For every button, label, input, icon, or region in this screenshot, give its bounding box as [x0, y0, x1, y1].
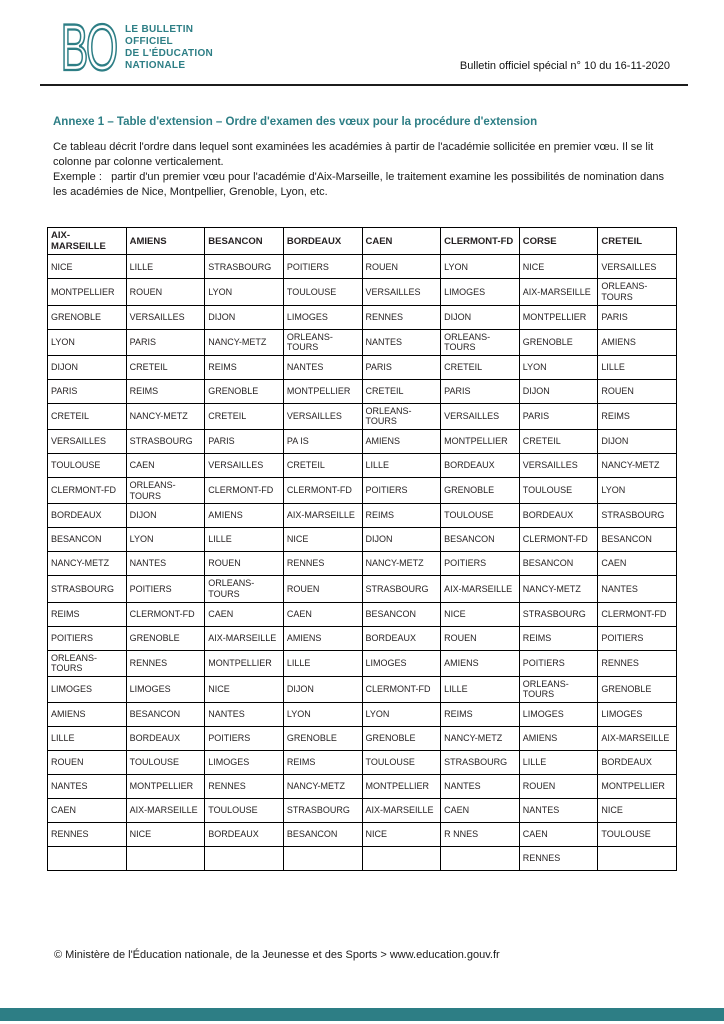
- table-cell: CLERMONT-FD: [598, 602, 677, 626]
- table-cell: TOULOUSE: [205, 798, 284, 822]
- table-cell: NANTES: [362, 329, 441, 355]
- table-cell: NANTES: [126, 552, 205, 576]
- table-cell: PARIS: [441, 379, 520, 403]
- table-cell: REIMS: [598, 403, 677, 429]
- table-cell: RENNES: [519, 846, 598, 870]
- table-cell: BORDEAUX: [126, 726, 205, 750]
- table-cell: TOULOUSE: [441, 504, 520, 528]
- table-cell: ORLEANS-TOURS: [126, 478, 205, 504]
- table-cell: REIMS: [205, 355, 284, 379]
- table-cell: DIJON: [441, 305, 520, 329]
- table-cell: RENNES: [48, 822, 127, 846]
- table-cell: NICE: [48, 255, 127, 279]
- table-cell: BORDEAUX: [205, 822, 284, 846]
- table-cell: LIMOGES: [48, 676, 127, 702]
- table-cell: ORLEANS-TOURS: [598, 279, 677, 305]
- table-cell: DIJON: [48, 355, 127, 379]
- table-cell: POITIERS: [48, 626, 127, 650]
- table-cell: STRASBOURG: [126, 430, 205, 454]
- table-cell: GRENOBLE: [441, 478, 520, 504]
- table-cell: ROUEN: [598, 379, 677, 403]
- table-cell: ROUEN: [205, 552, 284, 576]
- table-row: [48, 552, 677, 576]
- table-cell: NANTES: [205, 702, 284, 726]
- table-cell: RENNES: [362, 305, 441, 329]
- table-row: [48, 430, 677, 454]
- table-cell: TOULOUSE: [126, 750, 205, 774]
- table-cell: STRASBOURG: [48, 576, 127, 602]
- extension-order-table: [47, 227, 677, 871]
- table-cell: TOULOUSE: [48, 454, 127, 478]
- table-cell: CRETEIL: [362, 379, 441, 403]
- table-cell: DIJON: [283, 676, 362, 702]
- table-cell: LILLE: [441, 676, 520, 702]
- table-row: [48, 702, 677, 726]
- table-row: [48, 355, 677, 379]
- table-row: [48, 846, 677, 870]
- table-cell: MONTPELLIER: [598, 774, 677, 798]
- table-cell: VERSAILLES: [205, 454, 284, 478]
- table-cell: STRASBOURG: [362, 576, 441, 602]
- table-cell: PARIS: [362, 355, 441, 379]
- table-cell: DIJON: [598, 430, 677, 454]
- table-cell: CLERMONT-FD: [205, 478, 284, 504]
- table-row: [48, 279, 677, 305]
- table-cell: POITIERS: [205, 726, 284, 750]
- table-cell: MONTPELLIER: [519, 305, 598, 329]
- table-cell: BESANCON: [283, 822, 362, 846]
- table-cell: NANTES: [283, 355, 362, 379]
- bo-logo: [60, 21, 213, 73]
- table-cell: DIJON: [126, 504, 205, 528]
- table-cell: BESANCON: [519, 552, 598, 576]
- table-cell: CAEN: [441, 798, 520, 822]
- table-cell: MONTPELLIER: [48, 279, 127, 305]
- table-row: [48, 528, 677, 552]
- table-cell: CLERMONT-FD: [48, 478, 127, 504]
- table-cell: POITIERS: [598, 626, 677, 650]
- table-cell: LIMOGES: [362, 650, 441, 676]
- table-row: [48, 774, 677, 798]
- table-cell: ORLEANS-TOURS: [48, 650, 127, 676]
- table-cell: MONTPELLIER: [441, 430, 520, 454]
- table-cell: CLERMONT-FD: [519, 528, 598, 552]
- table-cell: CRETEIL: [126, 355, 205, 379]
- table-cell: BESANCON: [441, 528, 520, 552]
- table-cell: TOULOUSE: [283, 279, 362, 305]
- table-cell: AIX-MARSEILLE: [205, 626, 284, 650]
- table-cell: PARIS: [598, 305, 677, 329]
- table-cell: GRENOBLE: [362, 726, 441, 750]
- table-cell: LILLE: [519, 750, 598, 774]
- table-cell: NANCY-METZ: [205, 329, 284, 355]
- table-row: [48, 329, 677, 355]
- table-cell: NANTES: [441, 774, 520, 798]
- table-cell: LIMOGES: [283, 305, 362, 329]
- table-cell: VERSAILLES: [362, 279, 441, 305]
- wordmark-line: NATIONALE: [125, 60, 186, 71]
- column-header: AIX-MARSEILLE: [48, 228, 127, 255]
- table-cell: LIMOGES: [205, 750, 284, 774]
- table-cell: LYON: [598, 478, 677, 504]
- table-cell: RENNES: [598, 650, 677, 676]
- table-cell: AMIENS: [598, 329, 677, 355]
- table-cell: AIX-MARSEILLE: [598, 726, 677, 750]
- table-cell: PA IS: [283, 430, 362, 454]
- table-cell: R NNES: [441, 822, 520, 846]
- table-cell: LYON: [283, 702, 362, 726]
- table-cell: BORDEAUX: [48, 504, 127, 528]
- table-cell: NANTES: [598, 576, 677, 602]
- table-cell: CAEN: [519, 822, 598, 846]
- table-cell: NICE: [362, 822, 441, 846]
- table-cell: NANCY-METZ: [362, 552, 441, 576]
- svg-text:BO: BO: [60, 21, 116, 73]
- table-header-row: [48, 228, 677, 255]
- table-cell: AIX-MARSEILLE: [126, 798, 205, 822]
- table-cell: NANCY-METZ: [283, 774, 362, 798]
- table-cell: BESANCON: [48, 528, 127, 552]
- table-cell: CLERMONT-FD: [126, 602, 205, 626]
- table-cell: NICE: [519, 255, 598, 279]
- table-cell: ROUEN: [519, 774, 598, 798]
- table-cell: BORDEAUX: [362, 626, 441, 650]
- table-cell: PARIS: [126, 329, 205, 355]
- table-cell: BORDEAUX: [519, 504, 598, 528]
- table-cell: BORDEAUX: [441, 454, 520, 478]
- table-cell: AIX-MARSEILLE: [441, 576, 520, 602]
- column-header: BORDEAUX: [283, 228, 362, 255]
- table-cell: AMIENS: [362, 430, 441, 454]
- table-cell: LILLE: [362, 454, 441, 478]
- table-cell: NICE: [441, 602, 520, 626]
- table-cell: LYON: [48, 329, 127, 355]
- table-cell: STRASBOURG: [441, 750, 520, 774]
- table-cell: REIMS: [441, 702, 520, 726]
- table-row: [48, 576, 677, 602]
- table-cell: NANCY-METZ: [519, 576, 598, 602]
- table-cell: VERSAILLES: [283, 403, 362, 429]
- table-cell: POITIERS: [519, 650, 598, 676]
- table-cell: CRETEIL: [283, 454, 362, 478]
- intro-line-2: Exemple : partir d'un premier vœu pour l'académie d'Aix-Marseille, le traitement examine les possibilités de nomination dans les académies de Nice, Montpellier, Grenoble, Lyon, etc.: [53, 171, 664, 198]
- table-cell: ROUEN: [126, 279, 205, 305]
- table-cell: AMIENS: [205, 504, 284, 528]
- table-cell: LYON: [126, 528, 205, 552]
- table-cell: BORDEAUX: [598, 750, 677, 774]
- table-row: [48, 478, 677, 504]
- table-cell: LYON: [362, 702, 441, 726]
- table-cell: NICE: [598, 798, 677, 822]
- table-cell: [441, 846, 520, 870]
- table-cell: ROUEN: [441, 626, 520, 650]
- intro-paragraph: [53, 140, 675, 200]
- annex-title: Annexe 1 – Table d'extension – Ordre d'examen des vœux pour la procédure d'extension: [53, 116, 538, 128]
- table-cell: ROUEN: [362, 255, 441, 279]
- table-cell: TOULOUSE: [362, 750, 441, 774]
- table-cell: LIMOGES: [441, 279, 520, 305]
- table-row: [48, 602, 677, 626]
- table-cell: PARIS: [519, 403, 598, 429]
- table-cell: [126, 846, 205, 870]
- table-cell: CRETEIL: [519, 430, 598, 454]
- column-header: CRETEIL: [598, 228, 677, 255]
- table-row: [48, 403, 677, 429]
- table-cell: VERSAILLES: [519, 454, 598, 478]
- table-cell: NANCY-METZ: [441, 726, 520, 750]
- table-cell: CAEN: [126, 454, 205, 478]
- table-row: [48, 626, 677, 650]
- table-cell: VERSAILLES: [126, 305, 205, 329]
- table-row: [48, 726, 677, 750]
- table-cell: VERSAILLES: [441, 403, 520, 429]
- issue-reference: Bulletin officiel spécial n° 10 du 16-11-2020: [459, 60, 670, 72]
- table-cell: ORLEANS-TOURS: [441, 329, 520, 355]
- table-cell: CLERMONT-FD: [283, 478, 362, 504]
- table-cell: LILLE: [126, 255, 205, 279]
- table-cell: LYON: [205, 279, 284, 305]
- table-cell: AMIENS: [441, 650, 520, 676]
- table-cell: ORLEANS-TOURS: [205, 576, 284, 602]
- table-cell: MONTPELLIER: [283, 379, 362, 403]
- table-cell: PARIS: [205, 430, 284, 454]
- table-cell: VERSAILLES: [598, 255, 677, 279]
- table-cell: NANCY-METZ: [126, 403, 205, 429]
- table-cell: AIX-MARSEILLE: [519, 279, 598, 305]
- table-cell: POITIERS: [362, 478, 441, 504]
- table-cell: DIJON: [519, 379, 598, 403]
- table-row: [48, 255, 677, 279]
- table-cell: NANTES: [519, 798, 598, 822]
- table-cell: ORLEANS-TOURS: [519, 676, 598, 702]
- table-cell: AIX-MARSEILLE: [283, 504, 362, 528]
- table-row: [48, 676, 677, 702]
- table-cell: LILLE: [205, 528, 284, 552]
- table-cell: GRENOBLE: [126, 626, 205, 650]
- table-row: [48, 504, 677, 528]
- table-cell: AMIENS: [519, 726, 598, 750]
- table-cell: ORLEANS-TOURS: [362, 403, 441, 429]
- table-cell: LIMOGES: [126, 676, 205, 702]
- table-cell: STRASBOURG: [598, 504, 677, 528]
- table-cell: ORLEANS-TOURS: [283, 329, 362, 355]
- table-cell: [283, 846, 362, 870]
- table-cell: NICE: [205, 676, 284, 702]
- table-cell: REIMS: [362, 504, 441, 528]
- table-cell: LIMOGES: [519, 702, 598, 726]
- table-cell: REIMS: [126, 379, 205, 403]
- table-cell: CAEN: [598, 552, 677, 576]
- table-row: [48, 650, 677, 676]
- table-cell: STRASBOURG: [519, 602, 598, 626]
- table-cell: LYON: [441, 255, 520, 279]
- column-header: CAEN: [362, 228, 441, 255]
- table-cell: PARIS: [48, 379, 127, 403]
- column-header: AMIENS: [126, 228, 205, 255]
- intro-line-1: Ce tableau décrit l'ordre dans lequel sont examinées les académies à partir de l'académie sollicitée en premier vœu. Il se lit colonne par colonne verticalement.: [53, 141, 654, 168]
- table-row: [48, 750, 677, 774]
- table-cell: DIJON: [362, 528, 441, 552]
- header-divider: [40, 84, 688, 86]
- table-cell: GRENOBLE: [519, 329, 598, 355]
- table-cell: NANTES: [48, 774, 127, 798]
- table-cell: STRASBOURG: [205, 255, 284, 279]
- table-cell: [598, 846, 677, 870]
- table-cell: AMIENS: [283, 626, 362, 650]
- table-cell: REIMS: [48, 602, 127, 626]
- table-cell: CLERMONT-FD: [362, 676, 441, 702]
- bottom-accent-bar: [0, 1008, 724, 1021]
- table-cell: LILLE: [598, 355, 677, 379]
- table-cell: RENNES: [205, 774, 284, 798]
- table-cell: [48, 846, 127, 870]
- table-cell: RENNES: [283, 552, 362, 576]
- table-cell: CRETEIL: [48, 403, 127, 429]
- table-cell: [205, 846, 284, 870]
- table-cell: VERSAILLES: [48, 430, 127, 454]
- table-cell: ROUEN: [48, 750, 127, 774]
- table-cell: GRENOBLE: [48, 305, 127, 329]
- table-cell: CAEN: [48, 798, 127, 822]
- table-cell: LILLE: [48, 726, 127, 750]
- wordmark-line: DE L'ÉDUCATION: [125, 48, 214, 59]
- table-cell: MONTPELLIER: [362, 774, 441, 798]
- table-cell: POITIERS: [126, 576, 205, 602]
- table-cell: AIX-MARSEILLE: [362, 798, 441, 822]
- table-cell: REIMS: [519, 626, 598, 650]
- table-cell: CAEN: [283, 602, 362, 626]
- column-header: BESANCON: [205, 228, 284, 255]
- wordmark-line: LE BULLETIN: [125, 24, 194, 35]
- bo-monogram-icon: [60, 21, 118, 73]
- table-cell: POITIERS: [441, 552, 520, 576]
- table-cell: NANCY-METZ: [48, 552, 127, 576]
- table-cell: GRENOBLE: [205, 379, 284, 403]
- wordmark-line: OFFICIEL: [125, 36, 173, 47]
- column-header: CORSE: [519, 228, 598, 255]
- table-cell: BESANCON: [598, 528, 677, 552]
- table-row: [48, 454, 677, 478]
- table-cell: GRENOBLE: [283, 726, 362, 750]
- table-cell: LILLE: [283, 650, 362, 676]
- table-cell: CRETEIL: [441, 355, 520, 379]
- table-cell: MONTPELLIER: [205, 650, 284, 676]
- table-cell: GRENOBLE: [598, 676, 677, 702]
- column-header: CLERMONT-FD: [441, 228, 520, 255]
- table-cell: RENNES: [126, 650, 205, 676]
- table-cell: [362, 846, 441, 870]
- table-cell: AMIENS: [48, 702, 127, 726]
- table-cell: NICE: [283, 528, 362, 552]
- table-cell: NICE: [126, 822, 205, 846]
- table-cell: CRETEIL: [205, 403, 284, 429]
- table-row: [48, 379, 677, 403]
- table-cell: MONTPELLIER: [126, 774, 205, 798]
- table-cell: DIJON: [205, 305, 284, 329]
- table-cell: CAEN: [205, 602, 284, 626]
- table-cell: LIMOGES: [598, 702, 677, 726]
- bo-wordmark: [125, 24, 213, 72]
- table-cell: TOULOUSE: [519, 478, 598, 504]
- table-cell: NANCY-METZ: [598, 454, 677, 478]
- table-row: [48, 798, 677, 822]
- table-cell: REIMS: [283, 750, 362, 774]
- table-row: [48, 305, 677, 329]
- table-cell: TOULOUSE: [598, 822, 677, 846]
- copyright-footer: © Ministère de l'Éducation nationale, de la Jeunesse et des Sports > www.education.gouv.fr: [54, 949, 500, 961]
- table-cell: BESANCON: [126, 702, 205, 726]
- table-cell: POITIERS: [283, 255, 362, 279]
- table-row: [48, 822, 677, 846]
- table-cell: LYON: [519, 355, 598, 379]
- table-cell: BESANCON: [362, 602, 441, 626]
- table-cell: ROUEN: [283, 576, 362, 602]
- table-cell: STRASBOURG: [283, 798, 362, 822]
